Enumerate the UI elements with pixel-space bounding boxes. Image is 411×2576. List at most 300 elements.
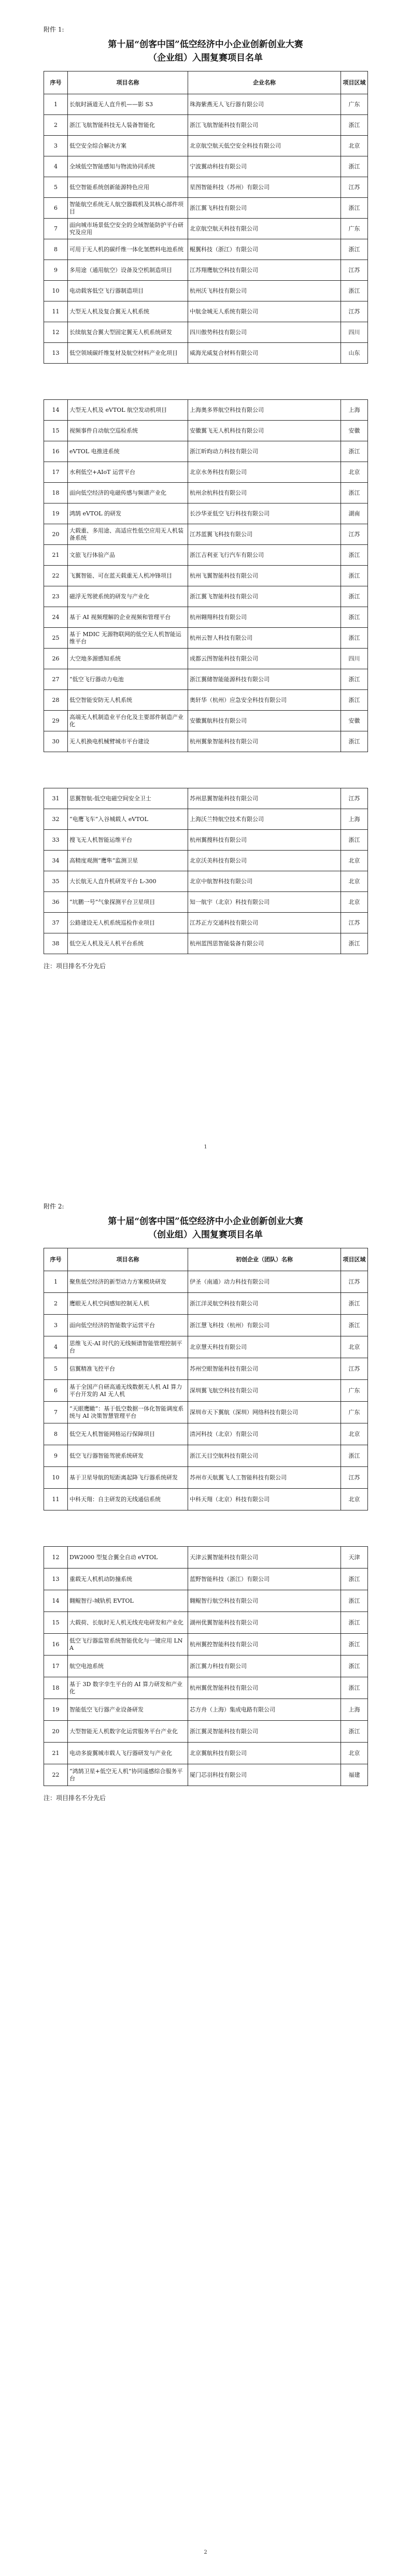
- table-row: [44, 1547, 368, 1568]
- row-project-name: 搜飞无人机智能运维平台: [68, 830, 188, 851]
- annex-1-table-body: [44, 94, 368, 954]
- row-company-name: 浙江翼储智能能源科技有限公司: [188, 669, 341, 690]
- row-company-name: 北京沃美科技有限公司: [188, 851, 341, 871]
- row-index: 37: [44, 913, 68, 933]
- row-index: 18: [44, 483, 68, 503]
- row-company-name: 杭州翼搜科技有限公司: [188, 830, 341, 851]
- row-company-name: 浙江吉利亚飞行汽车有限公司: [188, 545, 341, 566]
- row-region: 江苏: [341, 301, 368, 322]
- row-region: 浙江: [341, 281, 368, 301]
- header-region: 项目区域: [341, 1248, 368, 1271]
- row-company-name: 深圳翼飞航空科技有限公司: [188, 1380, 341, 1402]
- row-project-name: 大空地多源感知系统: [68, 649, 188, 669]
- row-company-name: 翱鲲智行航空科技有限公司: [188, 1590, 341, 1612]
- header-project: 项目名称: [68, 1248, 188, 1271]
- row-project-name: 低空智能安防无人机系统: [68, 690, 188, 711]
- row-region: 浙江: [341, 628, 368, 649]
- row-company-name: 苏州市天航翼飞人工智能科技有限公司: [188, 1467, 341, 1489]
- annex-1-title-line1: 第十届“创客中国”低空经济中小企业创新创业大赛: [108, 39, 303, 50]
- annex-2-title-line2: （创业组）入围复赛项目名单: [148, 1230, 263, 1240]
- row-project-name: 大型无人机及 eVTOL 航空发动机项目: [68, 400, 188, 421]
- table-row: [44, 566, 368, 586]
- row-region: 上海: [341, 400, 368, 421]
- table-row: [44, 281, 368, 301]
- row-project-name: 智能低空飞行器产业设备研发: [68, 1699, 188, 1721]
- table-row: [44, 830, 368, 851]
- row-index: 1: [44, 1271, 68, 1293]
- row-company-name: 北京航空航天低空安全科技有限公司: [188, 136, 341, 156]
- row-company-name: 安徽翼飞无人机科技有限公司: [188, 421, 341, 441]
- row-region: 浙江: [341, 1445, 368, 1467]
- row-index: 23: [44, 586, 68, 607]
- row-project-name: 基于全国产自研高通无线数据无人机 AI 算力平台开发的 AI 无人机: [68, 1380, 188, 1402]
- table-row: [44, 1721, 368, 1743]
- row-index: 24: [44, 607, 68, 628]
- row-index: 32: [44, 809, 68, 830]
- table-row: [44, 462, 368, 483]
- row-index: 34: [44, 851, 68, 871]
- table-row: [44, 628, 368, 649]
- row-company-name: 浙江慧飞科技（杭州）有限公司: [188, 1315, 341, 1336]
- row-region: 四川: [341, 649, 368, 669]
- row-index: 15: [44, 421, 68, 441]
- annex-1-title: [44, 38, 367, 65]
- row-index: 5: [44, 177, 68, 198]
- row-project-name: 信翼精准飞控平台: [68, 1358, 188, 1380]
- row-project-name: 视频事件自动航空巡检系统: [68, 421, 188, 441]
- row-index: 21: [44, 1743, 68, 1764]
- row-company-name: 湖州优翼智能科技有限公司: [188, 1612, 341, 1634]
- row-region: 安徽: [341, 711, 368, 731]
- row-region: 广东: [341, 94, 368, 115]
- row-index: 20: [44, 1721, 68, 1743]
- row-company-name: 上海沃兰特航空技术有限公司: [188, 809, 341, 830]
- row-company-name: 宁波翼动科技有限公司: [188, 156, 341, 177]
- row-index: 22: [44, 566, 68, 586]
- row-index: 2: [44, 115, 68, 136]
- row-index: 5: [44, 1358, 68, 1380]
- row-project-name: 磁浮无驾驶系统的研发与产业化: [68, 586, 188, 607]
- table-row: [44, 136, 368, 156]
- page-break-gap: [44, 752, 368, 788]
- row-region: 浙江: [341, 1315, 368, 1336]
- row-index: 6: [44, 198, 68, 219]
- row-region: 浙江: [341, 115, 368, 136]
- table-row: [44, 177, 368, 198]
- row-index: 12: [44, 322, 68, 343]
- row-project-name: 长航时涵道无人直升机——影 S3: [68, 94, 188, 115]
- row-company-name: 成都云图智能科技有限公司: [188, 649, 341, 669]
- row-company-name: 浙江翼灵智能科技有限公司: [188, 1721, 341, 1743]
- table-row: [44, 1358, 368, 1380]
- row-index: 16: [44, 1634, 68, 1656]
- table-row: [44, 483, 368, 503]
- row-project-name: 电动多旋翼城市载人飞行器研发与产业化: [68, 1743, 188, 1764]
- page-number-2: 2: [204, 2550, 207, 2555]
- row-company-name: 浙江翼飞智能科技有限公司: [188, 586, 341, 607]
- row-company-name: 北京航空航天科技有限公司: [188, 219, 341, 239]
- table-row: [44, 400, 368, 421]
- table-row: [44, 1445, 368, 1467]
- row-project-name: 公路建设无人机系统巡检作业项目: [68, 913, 188, 933]
- row-region: 浙江: [341, 1634, 368, 1656]
- row-company-name: 杭州沃飞科技有限公司: [188, 281, 341, 301]
- table-row: [44, 1336, 368, 1358]
- header-company: 企业名称: [188, 71, 341, 94]
- row-company-name: 浙江天目空航科技有限公司: [188, 1445, 341, 1467]
- row-region: 浙江: [341, 1590, 368, 1612]
- row-company-name: 杭州飞翼智能科技有限公司: [188, 566, 341, 586]
- row-project-name: 基于 MDIC 无源物联网的低空无人机智能运维平台: [68, 628, 188, 649]
- row-region: 浙江: [341, 239, 368, 260]
- page-annex-1: [0, 0, 411, 1171]
- row-company-name: 浙江翼飞科技有限公司: [188, 198, 341, 219]
- table-row: [44, 607, 368, 628]
- row-index: 9: [44, 260, 68, 281]
- row-company-name: 杭州余杭科技有限公司: [188, 483, 341, 503]
- row-project-name: “鸿鹄卫星+低空无人机”协同遥感综合服务平台: [68, 1764, 188, 1786]
- row-company-name: 苏州空眼智能科技有限公司: [188, 1358, 341, 1380]
- row-region: 山东: [341, 343, 368, 364]
- table-row: [44, 441, 368, 462]
- page-break-gap-cell: [44, 364, 368, 400]
- row-index: 3: [44, 1315, 68, 1336]
- row-region: 广东: [341, 1380, 368, 1402]
- row-company-name: 北京水务科技有限公司: [188, 462, 341, 483]
- row-region: 浙江: [341, 441, 368, 462]
- row-project-name: 多用途（通用航空）设备及空机制造项目: [68, 260, 188, 281]
- table-row: [44, 1315, 368, 1336]
- annex-2-title: [44, 1215, 367, 1242]
- row-company-name: 江苏翔鹰航空科技有限公司: [188, 260, 341, 281]
- row-region: 北京: [341, 1423, 368, 1445]
- row-company-name: 天津云翼智能科技有限公司: [188, 1547, 341, 1568]
- row-project-name: 鹰眼无人机空间感知控制无人机: [68, 1293, 188, 1315]
- table-row: [44, 1467, 368, 1489]
- row-company-name: 北京翼航科技有限公司: [188, 1743, 341, 1764]
- row-region: 北京: [341, 136, 368, 156]
- row-company-name: 知一航宇（北京）科技有限公司: [188, 892, 341, 913]
- row-company-name: 杭州翱翔科技有限公司: [188, 607, 341, 628]
- row-index: 26: [44, 649, 68, 669]
- row-region: 浙江: [341, 1568, 368, 1590]
- row-index: 10: [44, 1467, 68, 1489]
- table-row: [44, 1293, 368, 1315]
- row-index: 35: [44, 871, 68, 892]
- table-row: [44, 690, 368, 711]
- row-index: 11: [44, 301, 68, 322]
- row-project-name: 飞翼智能、可在蓝天载重无人机冲锋项目: [68, 566, 188, 586]
- row-region: 浙江: [341, 545, 368, 566]
- row-project-name: 低空领域碳纤维复材及航空材料产业化项目: [68, 343, 188, 364]
- row-region: 浙江: [341, 1293, 368, 1315]
- row-project-name: 文旅飞行体验产品: [68, 545, 188, 566]
- row-index: 15: [44, 1612, 68, 1634]
- row-company-name: 深圳市天下翼航（深圳）网络科技有限公司: [188, 1402, 341, 1423]
- header-company: 初创企业（团队）名称: [188, 1248, 341, 1271]
- row-region: 浙江: [341, 156, 368, 177]
- row-project-name: 大载荷、长航时无人机无线充电研发和产业化: [68, 1612, 188, 1634]
- row-project-name: 思翼智航-低空电磁空间安全卫士: [68, 788, 188, 809]
- row-project-name: 低空无人机及无人机平台系统: [68, 933, 188, 954]
- row-index: 22: [44, 1764, 68, 1786]
- table-row: [44, 1634, 368, 1656]
- row-region: 江苏: [341, 1358, 368, 1380]
- row-index: 17: [44, 1656, 68, 1677]
- row-project-name: “坑鹏一号”气象探测平台卫星项目: [68, 892, 188, 913]
- table-row: [44, 1489, 368, 1510]
- header-project: 项目名称: [68, 71, 188, 94]
- row-region: 北京: [341, 871, 368, 892]
- row-index: 3: [44, 136, 68, 156]
- row-region: 江苏: [341, 913, 368, 933]
- row-project-name: 思维飞天-AI 时代的无线频谱智能管理控制平台: [68, 1336, 188, 1358]
- row-company-name: 杭州翼象智能科技有限公司: [188, 731, 341, 752]
- table-row: [44, 301, 368, 322]
- row-region: 浙江: [341, 690, 368, 711]
- table-row: [44, 115, 368, 136]
- table-row: [44, 711, 368, 731]
- row-company-name: 中科天翔（北京）科技有限公司: [188, 1489, 341, 1510]
- row-project-name: 聚焦低空经济的新型动力方案模块研发: [68, 1271, 188, 1293]
- row-project-name: 全域低空智能感知与物流协同系统: [68, 156, 188, 177]
- row-company-name: 珠海紫燕无人飞行器有限公司: [188, 94, 341, 115]
- row-project-name: 大型无人机及复合翼无人机系统: [68, 301, 188, 322]
- row-region: 北京: [341, 892, 368, 913]
- row-index: 31: [44, 788, 68, 809]
- table-row: [44, 809, 368, 830]
- row-index: 29: [44, 711, 68, 731]
- row-region: 上海: [341, 1699, 368, 1721]
- page-break-gap-cell: [44, 752, 368, 788]
- table-row: [44, 1656, 368, 1677]
- row-region: 四川: [341, 322, 368, 343]
- row-company-name: 厦门芯羽科技有限公司: [188, 1764, 341, 1786]
- annex-2-table-body: [44, 1271, 368, 1786]
- row-project-name: 基于 AI 视频理解的企业视频和管理平台: [68, 607, 188, 628]
- table-row: [44, 1677, 368, 1699]
- row-company-name: 芯方舟（上海）集成电路有限公司: [188, 1699, 341, 1721]
- row-project-name: 低空安全综合解决方案: [68, 136, 188, 156]
- row-region: 北京: [341, 1489, 368, 1510]
- row-index: 4: [44, 1336, 68, 1358]
- row-company-name: 浙江翼力科技有限公司: [188, 1656, 341, 1677]
- row-company-name: 江苏蓝翼飞科技有限公司: [188, 524, 341, 545]
- table-row: [44, 503, 368, 524]
- row-company-name: 杭州翼控智能科技有限公司: [188, 1634, 341, 1656]
- row-project-name: 大型智能无人机数字化运营服务平台产业化: [68, 1721, 188, 1743]
- row-region: 天津: [341, 1547, 368, 1568]
- row-region: 浙江: [341, 607, 368, 628]
- table-row: [44, 1423, 368, 1445]
- row-company-name: 杭州云智人科技有限公司: [188, 628, 341, 649]
- row-index: 8: [44, 1423, 68, 1445]
- row-index: 18: [44, 1677, 68, 1699]
- row-index: 19: [44, 1699, 68, 1721]
- row-project-name: eVTOL 电推进系统: [68, 441, 188, 462]
- row-company-name: 中航金城无人系统有限公司: [188, 301, 341, 322]
- table-row: [44, 1612, 368, 1634]
- row-project-name: DW2000 型复合翼全自动 eVTOL: [68, 1547, 188, 1568]
- row-company-name: 北京慧天科技有限公司: [188, 1336, 341, 1358]
- row-project-name: 长续航复合翼大型固定翼无人机系统研发: [68, 322, 188, 343]
- table-row: [44, 322, 368, 343]
- row-index: 13: [44, 343, 68, 364]
- row-project-name: “低空飞行器动力电池: [68, 669, 188, 690]
- row-project-name: 面向低空经济的电磁传感与频谱产业化: [68, 483, 188, 503]
- table-row: [44, 1402, 368, 1423]
- row-project-name: 高端无人机制造业平台化及主要部件制造产业化: [68, 711, 188, 731]
- table-row: [44, 649, 368, 669]
- page-number-1: 1: [204, 1144, 207, 1150]
- row-index: 17: [44, 462, 68, 483]
- row-company-name: 长沙华亚低空飞行科技有限公司: [188, 503, 341, 524]
- row-project-name: 高精度观测“鹰隼”监测卫星: [68, 851, 188, 871]
- row-region: 浙江: [341, 731, 368, 752]
- row-index: 20: [44, 524, 68, 545]
- table-row: [44, 1590, 368, 1612]
- table-row: [44, 545, 368, 566]
- row-project-name: 翱鲲智行-城轨机 EVTOL: [68, 1590, 188, 1612]
- row-project-name: 低空无人机智能网格运行保障项目: [68, 1423, 188, 1445]
- table-row: [44, 219, 368, 239]
- row-region: 安徽: [341, 421, 368, 441]
- row-company-name: 北京中航智科技有限公司: [188, 871, 341, 892]
- row-company-name: 四川傲势科技有限公司: [188, 322, 341, 343]
- row-region: 浙江: [341, 1677, 368, 1699]
- row-index: 19: [44, 503, 68, 524]
- table-row: [44, 1699, 368, 1721]
- row-index: 13: [44, 1568, 68, 1590]
- row-index: 33: [44, 830, 68, 851]
- row-index: 27: [44, 669, 68, 690]
- row-company-name: 浙江飞航智能科技有限公司: [188, 115, 341, 136]
- header-index: 序号: [44, 71, 68, 94]
- row-region: 浙江: [341, 566, 368, 586]
- row-index: 4: [44, 156, 68, 177]
- table-row: [44, 343, 368, 364]
- row-region: 福建: [341, 1764, 368, 1786]
- annex-2-label: 附件 2:: [44, 1203, 64, 1210]
- row-index: 12: [44, 1547, 68, 1568]
- row-region: 浙江: [341, 586, 368, 607]
- annex-2-table: [44, 1248, 368, 1786]
- page-annex-2: [0, 1171, 411, 2576]
- row-index: 2: [44, 1293, 68, 1315]
- row-region: 浙江: [341, 933, 368, 954]
- row-index: 1: [44, 94, 68, 115]
- row-company-name: 清河科技（北京）有限公司: [188, 1423, 341, 1445]
- row-company-name: 江苏正方交通科技有限公司: [188, 913, 341, 933]
- row-project-name: 面向低空经济的智能数字运营平台: [68, 1315, 188, 1336]
- row-region: 湖南: [341, 503, 368, 524]
- row-project-name: 电动载客低空飞行器制造项目: [68, 281, 188, 301]
- row-region: 浙江: [341, 1656, 368, 1677]
- row-region: 江苏: [341, 788, 368, 809]
- table-row: [44, 913, 368, 933]
- page-break-gap: [44, 1510, 368, 1547]
- row-region: 广东: [341, 219, 368, 239]
- table-row: [44, 1380, 368, 1402]
- row-project-name: 面向城市场景低空安全的全域智能防护平台研究及应用: [68, 219, 188, 239]
- table-row: [44, 524, 368, 545]
- row-index: 21: [44, 545, 68, 566]
- row-company-name: 星图智能科技（苏州）有限公司: [188, 177, 341, 198]
- row-company-name: 苏州思翼智能科技有限公司: [188, 788, 341, 809]
- row-index: 6: [44, 1380, 68, 1402]
- annex-1-table: [44, 71, 368, 954]
- row-index: 30: [44, 731, 68, 752]
- row-company-name: 奥轩华（杭州）应急安全科技有限公司: [188, 690, 341, 711]
- row-index: 7: [44, 1402, 68, 1423]
- row-region: 江苏: [341, 177, 368, 198]
- header-index: 序号: [44, 1248, 68, 1271]
- row-company-name: 威海光威复合材料有限公司: [188, 343, 341, 364]
- table-row: [44, 586, 368, 607]
- row-region: 北京: [341, 462, 368, 483]
- row-region: 上海: [341, 809, 368, 830]
- row-index: 36: [44, 892, 68, 913]
- row-region: 北京: [341, 851, 368, 871]
- row-index: 25: [44, 628, 68, 649]
- row-index: 38: [44, 933, 68, 954]
- table-row: [44, 1271, 368, 1293]
- row-region: 江苏: [341, 1467, 368, 1489]
- table-row: [44, 1764, 368, 1786]
- row-company-name: 上海奥多界航空科技有限公司: [188, 400, 341, 421]
- row-region: 江苏: [341, 524, 368, 545]
- row-region: 浙江: [341, 830, 368, 851]
- row-project-name: 低空飞行器智能驾驶系统研发: [68, 1445, 188, 1467]
- row-region: 江苏: [341, 1271, 368, 1293]
- row-project-name: 基于 3D 数字孪生平台的 AI 算力研发和产业化: [68, 1677, 188, 1699]
- row-project-name: 智能航空系统无人航空器载机及其核心部件项目: [68, 198, 188, 219]
- table-row: [44, 871, 368, 892]
- row-company-name: 浙江昕昀动力科技有限公司: [188, 441, 341, 462]
- annex-1-label: 附件 1:: [44, 26, 64, 33]
- row-region: 北京: [341, 1336, 368, 1358]
- table-row: [44, 788, 368, 809]
- annex-1-note: 注：项目排名不分先后: [44, 962, 106, 970]
- row-company-name: 杭州蓝图思智能装备有限公司: [188, 933, 341, 954]
- row-company-name: 伊圣（南通）动力科技有限公司: [188, 1271, 341, 1293]
- row-index: 16: [44, 441, 68, 462]
- table-row: [44, 421, 368, 441]
- row-project-name: 中科天翔：自主研发的无线通信系统: [68, 1489, 188, 1510]
- row-region: 浙江: [341, 1612, 368, 1634]
- annex-2-note: 注：项目排名不分先后: [44, 1794, 106, 1802]
- row-region: 江苏: [341, 260, 368, 281]
- row-project-name: 鸿鹄 eVTOL 的研发: [68, 503, 188, 524]
- row-company-name: 蓝野智能科技（浙江）有限公司: [188, 1568, 341, 1590]
- annex-1-title-line2: （企业组）入围复赛项目名单: [148, 53, 263, 63]
- row-project-name: “天眼鹰瞰”：基于低空数据一体化智能调度系统与 AI 决策智慧管理平台: [68, 1402, 188, 1423]
- row-index: 9: [44, 1445, 68, 1467]
- row-project-name: 基于卫星导航的短距离起降飞行器系统研发: [68, 1467, 188, 1489]
- row-region: 浙江: [341, 669, 368, 690]
- table-row: [44, 933, 368, 954]
- table-row: [44, 1743, 368, 1764]
- table-row: [44, 851, 368, 871]
- table-row: [44, 1568, 368, 1590]
- row-region: 浙江: [341, 1721, 368, 1743]
- row-index: 8: [44, 239, 68, 260]
- table-row: [44, 94, 368, 115]
- row-company-name: 鲲翼科技（浙江）有限公司: [188, 239, 341, 260]
- row-index: 7: [44, 219, 68, 239]
- table-row: [44, 669, 368, 690]
- row-project-name: 无人机换电机械臂城市平台建设: [68, 731, 188, 752]
